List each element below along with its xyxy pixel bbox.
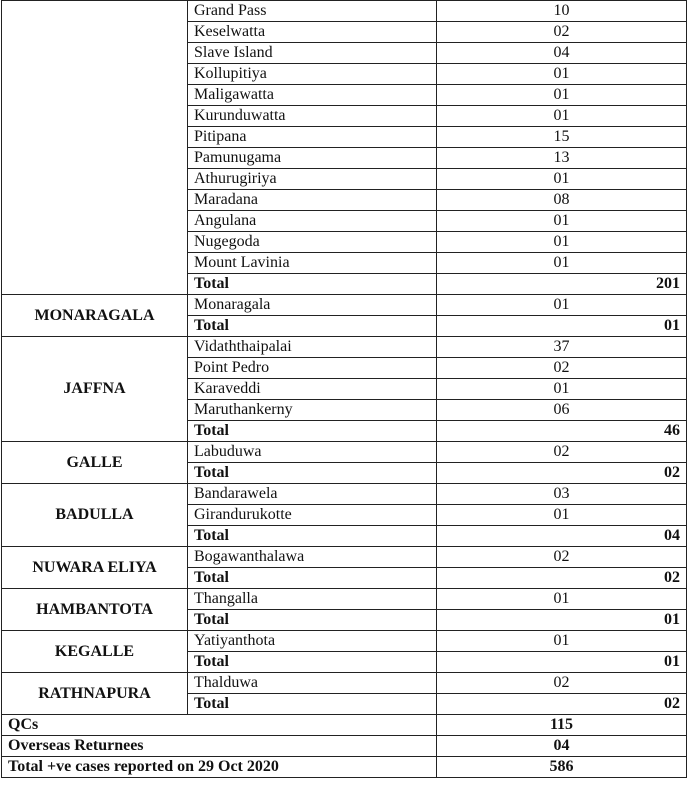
district-total-label: Total xyxy=(188,610,437,631)
area-count-cell: 01 xyxy=(437,505,687,526)
district-total-value: 02 xyxy=(437,568,687,589)
area-count-cell: 01 xyxy=(437,169,687,190)
area-count-cell: 01 xyxy=(437,379,687,400)
district-total-label: Total xyxy=(188,652,437,673)
district-total-label: Total xyxy=(188,274,437,295)
district-total-value: 201 xyxy=(437,274,687,295)
district-total-value: 04 xyxy=(437,526,687,547)
district-name-cell: RATHNAPURA xyxy=(2,673,188,715)
area-count-cell: 02 xyxy=(437,358,687,379)
summary-label: QCs xyxy=(2,715,437,736)
area-name-cell: Kollupitiya xyxy=(188,64,437,85)
summary-value: 04 xyxy=(437,736,687,757)
area-count-cell: 37 xyxy=(437,337,687,358)
district-total-value: 01 xyxy=(437,316,687,337)
district-total-label: Total xyxy=(188,316,437,337)
summary-value: 115 xyxy=(437,715,687,736)
area-count-cell: 06 xyxy=(437,400,687,421)
area-name-cell: Karaveddi xyxy=(188,379,437,400)
district-name-cell: MONARAGALA xyxy=(2,295,188,337)
district-name-cell: GALLE xyxy=(2,442,188,484)
summary-row xyxy=(2,736,687,757)
area-row xyxy=(2,295,687,316)
area-name-cell: Bandarawela xyxy=(188,484,437,505)
area-row xyxy=(2,484,687,505)
area-name-cell: Maruthankerny xyxy=(188,400,437,421)
district-total-label: Total xyxy=(188,421,437,442)
district-total-value: 01 xyxy=(437,610,687,631)
area-count-cell: 01 xyxy=(437,106,687,127)
area-name-cell: Labuduwa xyxy=(188,442,437,463)
area-count-cell: 01 xyxy=(437,85,687,106)
area-count-cell: 02 xyxy=(437,673,687,694)
area-name-cell: Nugegoda xyxy=(188,232,437,253)
area-row xyxy=(2,337,687,358)
district-total-value: 02 xyxy=(437,694,687,715)
area-name-cell: Kurunduwatta xyxy=(188,106,437,127)
area-count-cell: 15 xyxy=(437,127,687,148)
area-count-cell: 01 xyxy=(437,631,687,652)
area-name-cell: Thalduwa xyxy=(188,673,437,694)
district-total-label: Total xyxy=(188,694,437,715)
area-name-cell: Pamunugama xyxy=(188,148,437,169)
district-name-cell: NUWARA ELIYA xyxy=(2,547,188,589)
area-row xyxy=(2,631,687,652)
area-row xyxy=(2,547,687,568)
district-total-label: Total xyxy=(188,463,437,484)
area-count-cell: 03 xyxy=(437,484,687,505)
district-name-cell: BADULLA xyxy=(2,484,188,547)
summary-row xyxy=(2,715,687,736)
area-count-cell: 01 xyxy=(437,253,687,274)
area-name-cell: Mount Lavinia xyxy=(188,253,437,274)
area-count-cell: 01 xyxy=(437,64,687,85)
area-count-cell: 08 xyxy=(437,190,687,211)
district-name-cell: HAMBANTOTA xyxy=(2,589,188,631)
area-row xyxy=(2,589,687,610)
table-body xyxy=(2,1,687,778)
area-count-cell: 13 xyxy=(437,148,687,169)
area-name-cell: Maligawatta xyxy=(188,85,437,106)
area-name-cell: Grand Pass xyxy=(188,1,437,22)
area-count-cell: 01 xyxy=(437,589,687,610)
district-total-value: 02 xyxy=(437,463,687,484)
summary-value: 586 xyxy=(437,757,687,778)
district-total-value: 01 xyxy=(437,652,687,673)
area-row xyxy=(2,1,687,22)
area-name-cell: Vidaththaipalai xyxy=(188,337,437,358)
summary-row xyxy=(2,757,687,778)
area-count-cell: 02 xyxy=(437,22,687,43)
area-name-cell: Keselwatta xyxy=(188,22,437,43)
cases-by-district-table xyxy=(1,0,687,778)
district-total-label: Total xyxy=(188,568,437,589)
district-total-value: 46 xyxy=(437,421,687,442)
district-name-cell xyxy=(2,1,188,295)
district-name-cell: JAFFNA xyxy=(2,337,188,442)
area-count-cell: 01 xyxy=(437,232,687,253)
area-name-cell: Slave Island xyxy=(188,43,437,64)
area-name-cell: Point Pedro xyxy=(188,358,437,379)
area-count-cell: 10 xyxy=(437,1,687,22)
area-name-cell: Bogawanthalawa xyxy=(188,547,437,568)
area-name-cell: Angulana xyxy=(188,211,437,232)
area-count-cell: 01 xyxy=(437,295,687,316)
area-name-cell: Maradana xyxy=(188,190,437,211)
area-name-cell: Yatiyanthota xyxy=(188,631,437,652)
area-count-cell: 02 xyxy=(437,442,687,463)
summary-label: Overseas Returnees xyxy=(2,736,437,757)
area-name-cell: Athurugiriya xyxy=(188,169,437,190)
area-name-cell: Monaragala xyxy=(188,295,437,316)
area-name-cell: Thangalla xyxy=(188,589,437,610)
area-row xyxy=(2,442,687,463)
summary-label: Total +ve cases reported on 29 Oct 2020 xyxy=(2,757,437,778)
district-name-cell: KEGALLE xyxy=(2,631,188,673)
area-name-cell: Girandurukotte xyxy=(188,505,437,526)
district-total-label: Total xyxy=(188,526,437,547)
area-name-cell: Pitipana xyxy=(188,127,437,148)
area-count-cell: 02 xyxy=(437,547,687,568)
area-row xyxy=(2,673,687,694)
area-count-cell: 01 xyxy=(437,211,687,232)
area-count-cell: 04 xyxy=(437,43,687,64)
